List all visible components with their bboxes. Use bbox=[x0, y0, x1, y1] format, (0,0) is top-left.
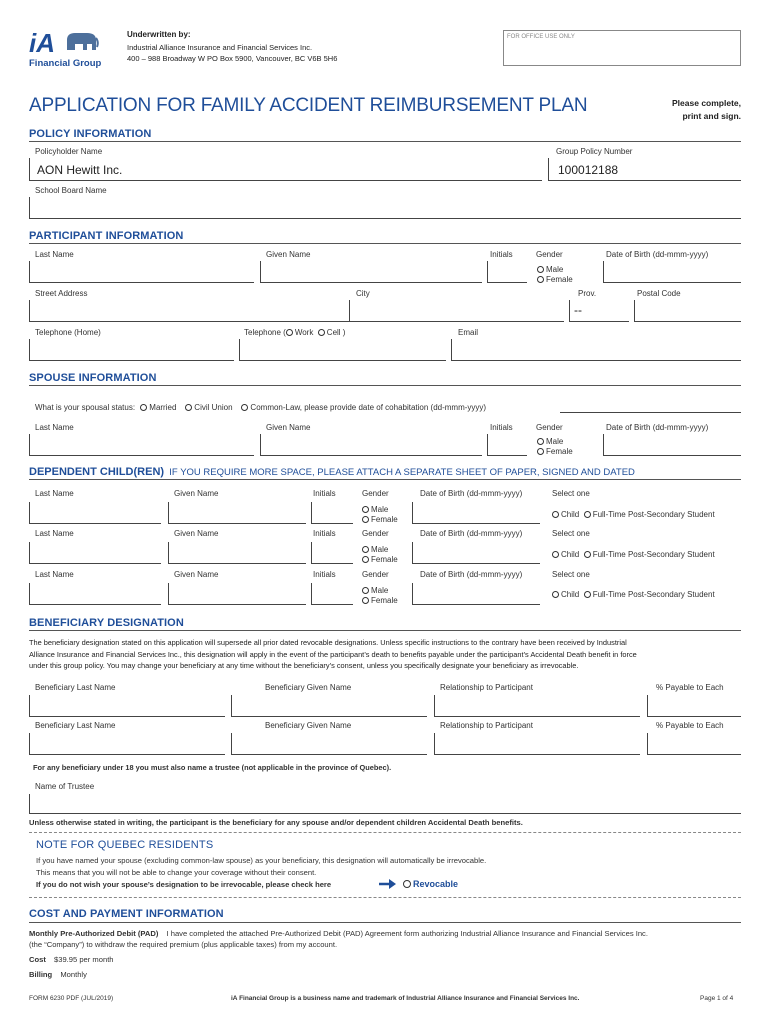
gender-label: Gender bbox=[362, 529, 389, 538]
last-name-label: Last Name bbox=[35, 423, 74, 432]
tel-home-field[interactable] bbox=[29, 339, 234, 361]
dob-label: Date of Birth (dd-mmm-yyyy) bbox=[420, 529, 523, 538]
quebec-line-1: If you have named your spouse (excluding common-law spouse) as your beneficiary, this designation will automatically be irrevocable. bbox=[36, 856, 487, 865]
cost-row bbox=[29, 955, 114, 964]
divider bbox=[29, 243, 741, 244]
pad-text-2: (the “Company”) to withdraw the required premium (plus applicable taxes) from my account. bbox=[29, 940, 338, 949]
tel-home-label: Telephone (Home) bbox=[35, 328, 101, 337]
work-label: Work bbox=[294, 328, 314, 337]
male-label: Male bbox=[371, 586, 389, 595]
revocable-option[interactable] bbox=[403, 879, 458, 889]
beneficiary-last-field[interactable] bbox=[29, 695, 225, 717]
beneficiary-last-label: Beneficiary Last Name bbox=[35, 683, 116, 692]
male-label: Male bbox=[546, 437, 564, 446]
dob-label: Date of Birth (dd-mmm-yyyy) bbox=[420, 489, 523, 498]
radio-icon[interactable] bbox=[552, 511, 559, 518]
child-given-name-field[interactable] bbox=[168, 542, 306, 564]
page-title: APPLICATION FOR FAMILY ACCIDENT REIMBURSEMENT PLAN bbox=[29, 95, 588, 116]
participant-heading: PARTICIPANT INFORMATION bbox=[29, 230, 184, 242]
child-label: Child bbox=[561, 510, 580, 519]
beneficiary-given-label: Beneficiary Given Name bbox=[265, 683, 352, 692]
trustee-label: Name of Trustee bbox=[35, 782, 95, 791]
relationship-label: Relationship to Participant bbox=[440, 721, 533, 730]
billing-value: Monthly bbox=[60, 970, 87, 979]
street-label: Street Address bbox=[35, 289, 88, 298]
male-label: Male bbox=[546, 265, 564, 274]
radio-icon[interactable] bbox=[552, 551, 559, 558]
please-complete bbox=[640, 97, 741, 123]
female-option[interactable] bbox=[362, 555, 398, 564]
para-line: under this group policy. You may change your beneficiary at any time without the beneficiary’s consent, unless you specifically designate your beneficiary as irrevocable. bbox=[29, 661, 579, 670]
tel-other-label bbox=[244, 328, 345, 337]
tel-other-field[interactable] bbox=[239, 339, 446, 361]
dob-field[interactable] bbox=[603, 261, 741, 283]
child-last-name-field[interactable] bbox=[29, 502, 161, 524]
civil-label: Civil Union bbox=[194, 403, 233, 412]
pad-line-1 bbox=[29, 929, 648, 938]
beneficiary-last-label: Beneficiary Last Name bbox=[35, 721, 116, 730]
female-label: Female bbox=[546, 275, 573, 284]
company-name: Industrial Alliance Insurance and Financial Services Inc. bbox=[127, 43, 313, 52]
relationship-field[interactable] bbox=[434, 733, 640, 755]
status-question: What is your spousal status: bbox=[35, 403, 136, 412]
cost-heading: COST AND PAYMENT INFORMATION bbox=[29, 908, 224, 920]
radio-icon[interactable] bbox=[584, 551, 591, 558]
male-label: Male bbox=[371, 505, 389, 514]
last-name-label: Last Name bbox=[35, 570, 74, 579]
gender-label: Gender bbox=[362, 570, 389, 579]
elephant-icon bbox=[63, 30, 99, 52]
children-title: DEPENDENT CHILD(REN) bbox=[29, 466, 165, 478]
male-option[interactable] bbox=[362, 505, 388, 514]
child-given-name-field[interactable] bbox=[168, 502, 306, 524]
given-name-field[interactable] bbox=[260, 261, 482, 283]
male-option[interactable] bbox=[537, 265, 563, 274]
child-initials-field[interactable] bbox=[311, 583, 353, 605]
radio-icon[interactable] bbox=[552, 591, 559, 598]
policyholder-label: Policyholder Name bbox=[35, 147, 103, 156]
divider bbox=[29, 385, 741, 386]
school-board-field[interactable] bbox=[29, 197, 741, 219]
female-label: Female bbox=[371, 515, 398, 524]
student-label: Full-Time Post-Secondary Student bbox=[592, 510, 715, 519]
child-last-name-field[interactable] bbox=[29, 583, 161, 605]
minor-note: For any beneficiary under 18 you must also name a trustee (not applicable in the province of Quebec). bbox=[33, 763, 392, 772]
please-line-2: print and sign. bbox=[682, 111, 741, 121]
payable-field[interactable] bbox=[647, 733, 741, 755]
cell-label: Cell ) bbox=[326, 328, 346, 337]
radio-icon[interactable] bbox=[286, 329, 293, 336]
prov-label: Prov. bbox=[578, 289, 597, 298]
male-option[interactable] bbox=[362, 545, 388, 554]
policy-heading: POLICY INFORMATION bbox=[29, 128, 152, 140]
radio-icon[interactable] bbox=[362, 597, 369, 604]
page-number: Page 1 of 4 bbox=[700, 995, 734, 1002]
given-name-label: Given Name bbox=[174, 529, 219, 538]
select-label: Select one bbox=[552, 489, 590, 498]
radio-icon[interactable] bbox=[362, 587, 369, 594]
child-dob-field[interactable] bbox=[412, 502, 540, 524]
pad-label: Monthly Pre-Authorized Debit (PAD) bbox=[29, 929, 159, 938]
dob-label: Date of Birth (dd-mmm-yyyy) bbox=[420, 570, 523, 579]
female-option[interactable] bbox=[362, 515, 398, 524]
school-board-label: School Board Name bbox=[35, 186, 107, 195]
children-heading bbox=[29, 466, 635, 478]
male-option[interactable] bbox=[537, 437, 563, 446]
female-option[interactable] bbox=[362, 596, 398, 605]
dob-label: Date of Birth (dd-mmm-yyyy) bbox=[606, 423, 709, 432]
gender-label: Gender bbox=[362, 489, 389, 498]
logo bbox=[29, 28, 101, 70]
child-type-options[interactable] bbox=[552, 550, 715, 559]
last-name-label: Last Name bbox=[35, 529, 74, 538]
divider bbox=[29, 922, 741, 923]
last-name-label: Last Name bbox=[35, 250, 74, 259]
male-option[interactable] bbox=[362, 586, 388, 595]
student-label: Full-Time Post-Secondary Student bbox=[592, 550, 715, 559]
para-line: The beneficiary designation stated on this application will supersede all prior dated revocable designations. Unless specific instructions to the contrary have been received by Industrial bbox=[29, 638, 627, 647]
quebec-line-3: If you do not wish your spouse’s designation to be irrevocable, please check here bbox=[36, 880, 332, 889]
child-given-name-field[interactable] bbox=[168, 583, 306, 605]
prov-value: -- bbox=[574, 303, 582, 317]
group-policy-label: Group Policy Number bbox=[556, 147, 633, 156]
company-address: 400 – 988 Broadway W PO Box 5900, Vancouver, BC V6B 5H6 bbox=[127, 54, 338, 63]
cost-label: Cost bbox=[29, 955, 46, 964]
email-label: Email bbox=[458, 328, 479, 337]
relationship-field[interactable] bbox=[434, 695, 640, 717]
last-name-field[interactable] bbox=[29, 261, 254, 283]
billing-label: Billing bbox=[29, 970, 53, 979]
dob-label: Date of Birth (dd-mmm-yyyy) bbox=[606, 250, 709, 259]
spouse-initials-field[interactable] bbox=[487, 434, 527, 456]
beneficiary-heading: BENEFICIARY DESIGNATION bbox=[29, 617, 184, 629]
trademark-note: iA Financial Group is a business name and trademark of Industrial Alliance Insurance and Financial Services Inc. bbox=[231, 995, 580, 1002]
female-label: Female bbox=[371, 596, 398, 605]
radio-icon[interactable] bbox=[362, 556, 369, 563]
arrow-right-icon bbox=[378, 878, 398, 890]
child-label: Child bbox=[561, 550, 580, 559]
payable-label: % Payable to Each bbox=[656, 721, 724, 730]
initials-label: Initials bbox=[490, 423, 513, 432]
radio-icon[interactable] bbox=[584, 511, 591, 518]
female-label: Female bbox=[371, 555, 398, 564]
billing-row bbox=[29, 970, 87, 979]
radio-icon[interactable] bbox=[185, 404, 192, 411]
student-label: Full-Time Post-Secondary Student bbox=[592, 590, 715, 599]
form-number: FORM 6230 PDF (JUL/2019) bbox=[29, 995, 114, 1002]
radio-icon[interactable] bbox=[241, 404, 248, 411]
given-name-label: Given Name bbox=[174, 489, 219, 498]
unless-note: Unless otherwise stated in writing, the participant is the beneficiary for any spouse and/or dependent children Accidental Death benefits. bbox=[29, 818, 523, 827]
initials-label: Initials bbox=[490, 250, 513, 259]
beneficiary-last-field[interactable] bbox=[29, 733, 225, 755]
cost-value: $39.95 per month bbox=[54, 955, 114, 964]
female-option[interactable] bbox=[537, 275, 573, 284]
divider bbox=[29, 630, 741, 631]
given-name-label: Given Name bbox=[266, 423, 311, 432]
spouse-given-name-field[interactable] bbox=[260, 434, 482, 456]
gender-label: Gender bbox=[536, 250, 563, 259]
radio-icon[interactable] bbox=[318, 329, 325, 336]
para-line: Alliance Insurance and Financial Services Inc., this designation will apply in the event of the participant’s death to benefits payable under the participant’s Accidental Death benefit in force bbox=[29, 649, 637, 659]
revocable-label: Revocable bbox=[413, 879, 459, 889]
radio-icon[interactable] bbox=[362, 506, 369, 513]
spouse-last-name-field[interactable] bbox=[29, 434, 254, 456]
select-label: Select one bbox=[552, 570, 590, 579]
pad-text-1: I have completed the attached Pre-Authorized Debit (PAD) Agreement form authorizing Industrial Alliance Insurance and Financial Services Inc. bbox=[166, 929, 648, 938]
trustee-field[interactable] bbox=[29, 794, 741, 814]
child-type-options[interactable] bbox=[552, 510, 715, 519]
postal-field[interactable] bbox=[634, 300, 741, 322]
radio-icon[interactable] bbox=[537, 448, 544, 455]
beneficiary-given-label: Beneficiary Given Name bbox=[265, 721, 352, 730]
female-option[interactable] bbox=[537, 447, 573, 456]
child-initials-field[interactable] bbox=[311, 542, 353, 564]
payable-label: % Payable to Each bbox=[656, 683, 724, 692]
radio-icon[interactable] bbox=[537, 276, 544, 283]
group-policy-value: 100012188 bbox=[558, 163, 619, 177]
child-last-name-field[interactable] bbox=[29, 542, 161, 564]
radio-icon[interactable] bbox=[362, 546, 369, 553]
divider bbox=[29, 479, 741, 480]
radio-icon[interactable] bbox=[403, 880, 411, 888]
quebec-heading: NOTE FOR QUEBEC RESIDENTS bbox=[36, 839, 214, 851]
initials-label: Initials bbox=[313, 489, 336, 498]
initials-label: Initials bbox=[313, 529, 336, 538]
policyholder-value: AON Hewitt Inc. bbox=[37, 163, 123, 177]
please-line-1: Please complete, bbox=[672, 98, 741, 108]
relationship-label: Relationship to Participant bbox=[440, 683, 533, 692]
spousal-status bbox=[35, 403, 486, 412]
radio-icon[interactable] bbox=[362, 516, 369, 523]
beneficiary-paragraph bbox=[29, 637, 745, 672]
logo-mark: iA bbox=[29, 28, 55, 58]
radio-icon[interactable] bbox=[537, 438, 544, 445]
cohabitation-date-field[interactable] bbox=[560, 412, 741, 413]
divider bbox=[29, 141, 741, 142]
select-label: Select one bbox=[552, 529, 590, 538]
child-label: Child bbox=[561, 590, 580, 599]
city-field[interactable] bbox=[349, 300, 564, 322]
postal-label: Postal Code bbox=[637, 289, 681, 298]
radio-icon[interactable] bbox=[537, 266, 544, 273]
radio-icon[interactable] bbox=[584, 591, 591, 598]
child-dob-field[interactable] bbox=[412, 542, 540, 564]
given-name-label: Given Name bbox=[266, 250, 311, 259]
initials-label: Initials bbox=[313, 570, 336, 579]
spouse-heading: SPOUSE INFORMATION bbox=[29, 372, 157, 384]
child-type-options[interactable] bbox=[552, 590, 715, 599]
married-label: Married bbox=[149, 403, 177, 412]
logo-name: Financial Group bbox=[29, 58, 102, 69]
spouse-dob-field[interactable] bbox=[603, 434, 741, 456]
last-name-label: Last Name bbox=[35, 489, 74, 498]
payable-field[interactable] bbox=[647, 695, 741, 717]
female-label: Female bbox=[546, 447, 573, 456]
office-use-label: FOR OFFICE USE ONLY bbox=[507, 34, 575, 40]
office-use-box bbox=[503, 30, 741, 66]
quebec-line-2: This means that you will not be able to change your coverage without their consent. bbox=[36, 868, 317, 877]
street-field[interactable] bbox=[29, 300, 349, 322]
common-law-label: Common-Law, please provide date of cohabitation (dd-mmm-yyyy) bbox=[250, 403, 487, 412]
child-initials-field[interactable] bbox=[311, 502, 353, 524]
city-label: City bbox=[356, 289, 370, 298]
male-label: Male bbox=[371, 545, 389, 554]
initials-field[interactable] bbox=[487, 261, 527, 283]
email-field[interactable] bbox=[451, 339, 741, 361]
tel-prefix: Telephone ( bbox=[244, 328, 286, 337]
underwritten-label: Underwritten by: bbox=[127, 30, 191, 39]
gender-label: Gender bbox=[536, 423, 563, 432]
child-dob-field[interactable] bbox=[412, 583, 540, 605]
given-name-label: Given Name bbox=[174, 570, 219, 579]
beneficiary-given-field[interactable] bbox=[231, 733, 427, 755]
radio-icon[interactable] bbox=[140, 404, 147, 411]
children-note: IF YOU REQUIRE MORE SPACE, PLEASE ATTACH A SEPARATE SHEET OF PAPER, SIGNED AND DATED bbox=[169, 467, 635, 478]
beneficiary-given-field[interactable] bbox=[231, 695, 427, 717]
